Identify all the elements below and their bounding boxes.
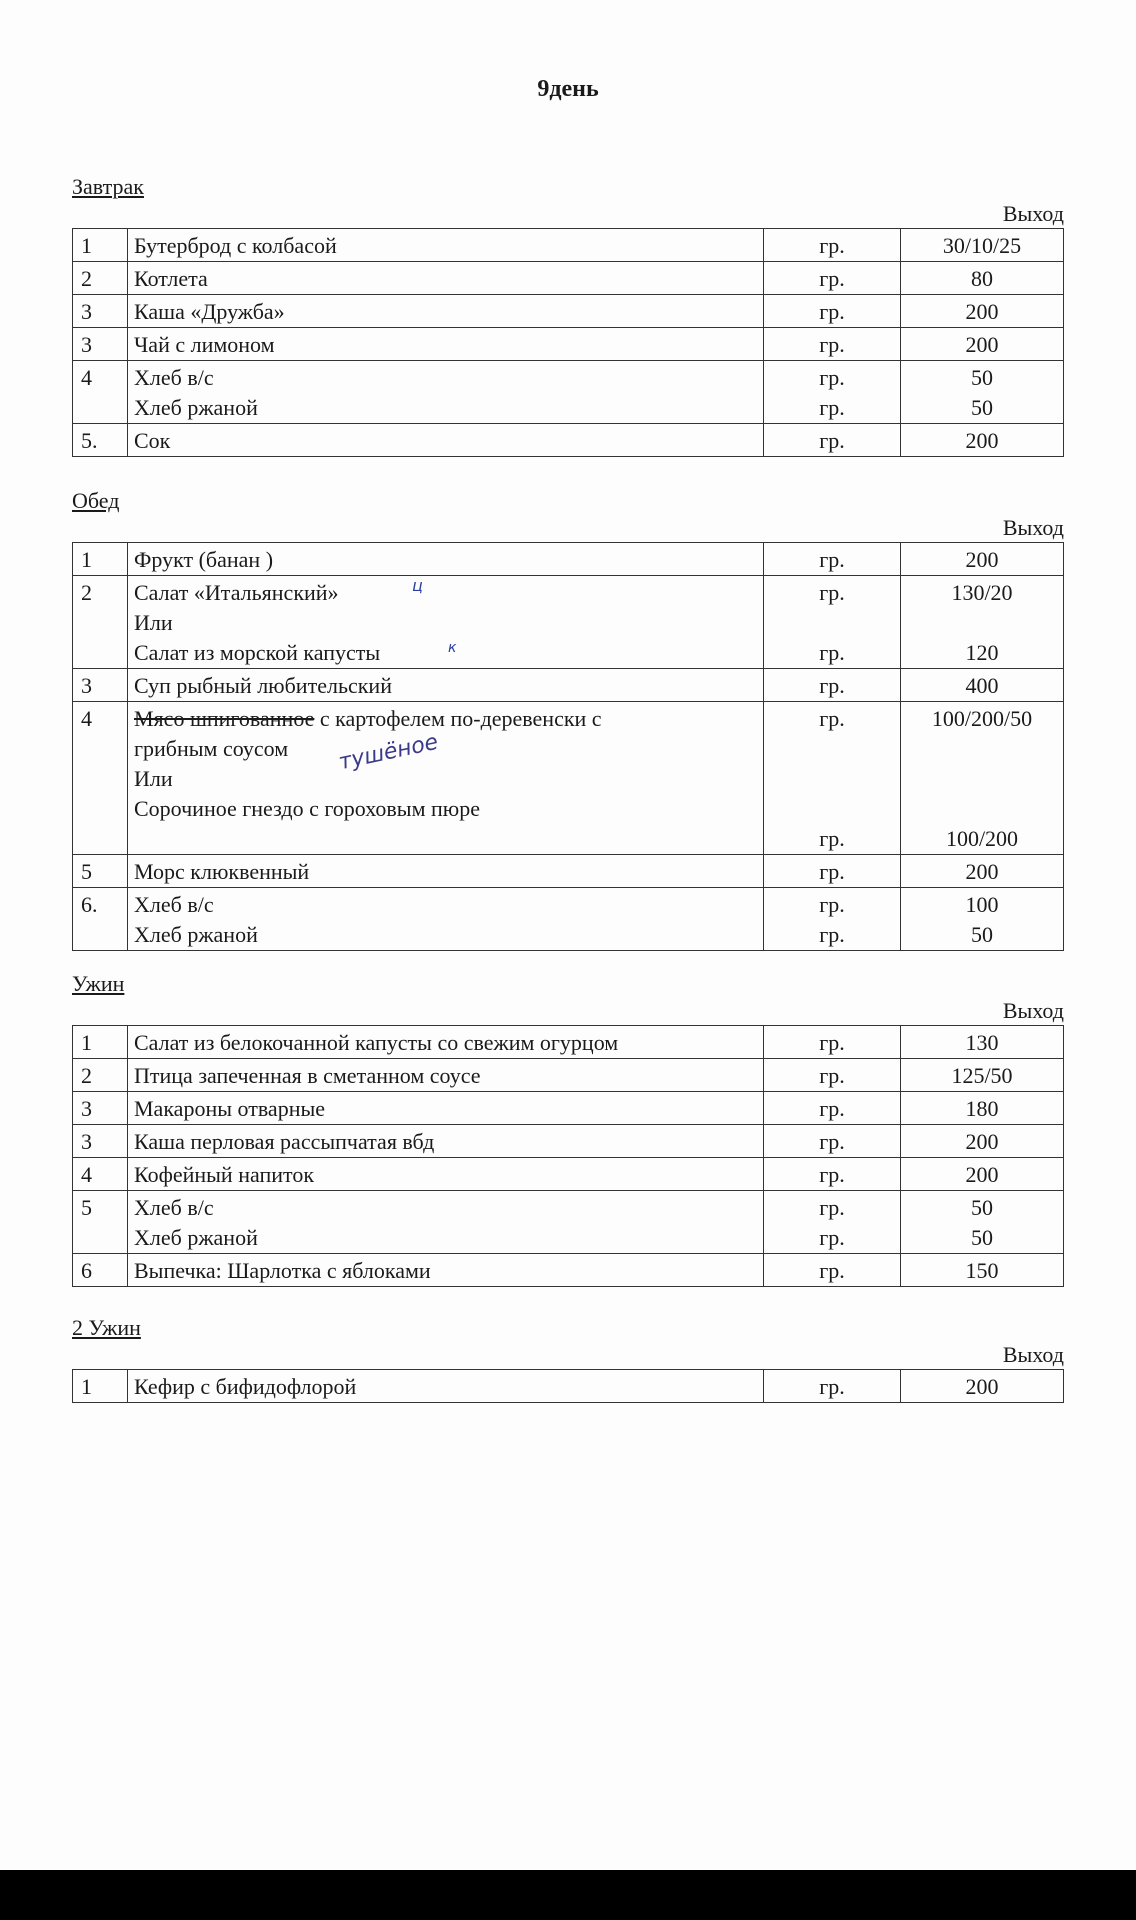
dish-name-cell: [128, 888, 764, 951]
handwritten-check-mark: ц: [412, 576, 423, 595]
output-value-cell: [901, 262, 1064, 295]
row-number: 5.: [73, 424, 128, 457]
output-value: 100/200/50: [931, 706, 1033, 731]
output-value: 120: [965, 640, 999, 665]
section-title: Завтрак: [72, 174, 144, 199]
unit-cell: [764, 1254, 901, 1287]
unit-cell: [764, 1125, 901, 1158]
unit-cell: [764, 1092, 901, 1125]
unit-cell: [764, 702, 901, 855]
output-value: 130/20: [951, 580, 1013, 605]
dish-name: [134, 704, 757, 734]
row-number: 4: [73, 361, 128, 424]
row-number: 3: [73, 1092, 128, 1125]
dish-name-cell: [128, 229, 764, 262]
output-value: 200: [965, 547, 999, 572]
dish-name-cell: [128, 576, 764, 669]
unit: [770, 608, 894, 638]
output-value: 200: [965, 1374, 999, 1399]
unit: гр.: [819, 640, 845, 665]
table-row: [73, 1370, 1064, 1403]
unit: гр.: [819, 1195, 845, 1220]
unit: [770, 764, 894, 794]
output-value: [907, 794, 1057, 824]
table-row: [73, 855, 1064, 888]
dish-name-cell: [128, 543, 764, 576]
table-row: [73, 888, 1064, 951]
table-row: [73, 229, 1064, 262]
output-label: Выход: [1002, 515, 1064, 540]
dish-name-rest: с картофелем по-деревенски с: [314, 706, 602, 731]
dish-name: Салат из морской капусты: [134, 640, 381, 665]
output-value-cell: [901, 1158, 1064, 1191]
output-value: 130: [965, 1030, 999, 1055]
unit: гр.: [819, 1096, 845, 1121]
unit-cell: [764, 424, 901, 457]
unit: гр.: [819, 365, 845, 390]
unit: гр.: [819, 547, 845, 572]
output-value: [907, 734, 1057, 764]
output-value: 150: [965, 1258, 999, 1283]
dish-name-cell: [128, 424, 764, 457]
unit: гр.: [819, 859, 845, 884]
unit: гр.: [819, 428, 845, 453]
table-row: [73, 262, 1064, 295]
table-row: [73, 1092, 1064, 1125]
row-number: 1: [73, 1026, 128, 1059]
dish-name: Хлеб ржаной: [134, 395, 258, 420]
table-row: [73, 1026, 1064, 1059]
dish-name: Фрукт (банан ): [134, 547, 274, 572]
output-value-cell: [901, 361, 1064, 424]
dish-name: Сорочиное гнездо с гороховым пюре: [134, 796, 480, 821]
table-row: [73, 1254, 1064, 1287]
output-value-cell: [901, 855, 1064, 888]
unit: гр.: [819, 673, 845, 698]
row-number: 3: [73, 295, 128, 328]
dish-name: грибным соусом: [134, 736, 289, 761]
table-row: [73, 1059, 1064, 1092]
dinner-section: [72, 971, 1064, 1287]
unit: гр.: [819, 1162, 845, 1187]
output-label: Выход: [1002, 1342, 1064, 1367]
output-value-cell: [901, 576, 1064, 669]
dish-name-cell: [128, 1026, 764, 1059]
table-row: [73, 543, 1064, 576]
dish-name-cell: [128, 1254, 764, 1287]
unit: [770, 794, 894, 824]
unit: гр.: [819, 395, 845, 420]
dish-name: Кефир с бифидофлорой: [134, 1374, 357, 1399]
output-value: 125/50: [951, 1063, 1013, 1088]
dish-name-cell: [128, 1125, 764, 1158]
dish-name-cell: [128, 1158, 764, 1191]
dish-name: Кофейный напиток: [134, 1162, 315, 1187]
output-value-cell: [901, 295, 1064, 328]
row-number: 2: [73, 262, 128, 295]
menu-table: [72, 228, 1064, 457]
handwritten-check-mark: к: [448, 640, 457, 656]
output-value: 200: [965, 299, 999, 324]
output-value-cell: [901, 1370, 1064, 1403]
output-value: 80: [971, 266, 993, 291]
output-value-cell: [901, 1092, 1064, 1125]
unit-cell: [764, 855, 901, 888]
dish-name: Сок: [134, 428, 171, 453]
output-value-cell: [901, 1191, 1064, 1254]
output-value: 200: [965, 859, 999, 884]
dish-name-cell: [128, 669, 764, 702]
unit: гр.: [819, 706, 845, 731]
menu-table: [72, 1025, 1064, 1287]
breakfast-section: [72, 174, 1064, 457]
output-value: 50: [971, 395, 993, 420]
unit: гр.: [819, 922, 845, 947]
dish-name: Салат из белокочанной капусты со свежим огурцом: [134, 1030, 619, 1055]
menu-table: [72, 542, 1064, 951]
row-number: 4: [73, 1158, 128, 1191]
output-value: 200: [965, 332, 999, 357]
dish-name-cell: [128, 855, 764, 888]
dish-name: Выпечка: Шарлотка с яблоками: [134, 1258, 431, 1283]
unit-cell: [764, 1059, 901, 1092]
output-value: 50: [971, 1225, 993, 1250]
output-value-cell: [901, 229, 1064, 262]
unit: гр.: [819, 1063, 845, 1088]
unit-cell: [764, 576, 901, 669]
output-value: 100: [965, 892, 999, 917]
output-value-cell: [901, 1254, 1064, 1287]
unit-cell: [764, 543, 901, 576]
output-value: [907, 764, 1057, 794]
output-value-cell: [901, 543, 1064, 576]
dish-name: Котлета: [134, 266, 208, 291]
output-value: 400: [965, 673, 999, 698]
dish-name: Или: [134, 766, 173, 791]
dish-name: Или: [134, 610, 173, 635]
unit-cell: [764, 888, 901, 951]
table-row: [73, 295, 1064, 328]
unit: гр.: [819, 332, 845, 357]
output-value-cell: [901, 669, 1064, 702]
output-label: Выход: [1002, 201, 1064, 226]
row-number: 3: [73, 669, 128, 702]
unit: гр.: [819, 892, 845, 917]
dinner2-section: [72, 1315, 1064, 1403]
row-number: 5: [73, 1191, 128, 1254]
row-number: 5: [73, 855, 128, 888]
output-label: Выход: [1002, 998, 1064, 1023]
dish-name: Хлеб ржаной: [134, 922, 258, 947]
output-value: 50: [971, 365, 993, 390]
unit-cell: [764, 1026, 901, 1059]
row-number: 2: [73, 1059, 128, 1092]
table-row: [73, 361, 1064, 424]
unit: гр.: [819, 1374, 845, 1399]
table-row: [73, 1158, 1064, 1191]
dish-name: Хлеб в/с: [134, 1195, 214, 1220]
dish-name-cell: [128, 361, 764, 424]
lunch-section: [72, 488, 1064, 951]
output-value: 200: [965, 1162, 999, 1187]
output-value: [907, 608, 1057, 638]
scan-bottom-bar: [0, 1870, 1136, 1920]
dish-name: Макароны отварные: [134, 1096, 326, 1121]
table-row: [73, 424, 1064, 457]
row-number: 6: [73, 1254, 128, 1287]
row-number: 6.: [73, 888, 128, 951]
output-value: 100/200: [945, 826, 1019, 851]
output-value: 50: [971, 922, 993, 947]
row-number: 3: [73, 328, 128, 361]
table-row: [73, 702, 1064, 855]
output-value: 200: [965, 428, 999, 453]
row-number: 3: [73, 1125, 128, 1158]
dish-name: Салат «Итальянский»: [134, 580, 339, 605]
output-value-cell: [901, 1125, 1064, 1158]
unit: гр.: [819, 826, 845, 851]
section-title: 2 Ужин: [72, 1315, 141, 1340]
unit-cell: [764, 295, 901, 328]
dish-name-cell: [128, 295, 764, 328]
dish-name-cell: [128, 1191, 764, 1254]
unit-cell: [764, 1158, 901, 1191]
dish-name: Хлеб ржаной: [134, 1225, 258, 1250]
page-title: 9день: [537, 76, 599, 102]
dish-name: Птица запеченная в сметанном соусе: [134, 1063, 481, 1088]
section-title: Обед: [72, 488, 120, 513]
unit-cell: [764, 229, 901, 262]
output-value-cell: [901, 424, 1064, 457]
unit: гр.: [819, 1258, 845, 1283]
dish-name: Морс клюквенный: [134, 859, 310, 884]
handwritten-note: тушёное: [336, 729, 441, 776]
output-value-cell: [901, 702, 1064, 855]
row-number: 1: [73, 543, 128, 576]
unit: гр.: [819, 580, 845, 605]
dish-name-cell: [128, 328, 764, 361]
unit-cell: [764, 1370, 901, 1403]
unit-cell: [764, 262, 901, 295]
unit-cell: [764, 1191, 901, 1254]
section-title: Ужин: [72, 971, 125, 996]
output-value-cell: [901, 1059, 1064, 1092]
dish-name-cell: [128, 702, 764, 855]
unit: гр.: [819, 1030, 845, 1055]
dish-name: Суп рыбный любительский: [134, 673, 392, 698]
output-value: 30/10/25: [942, 233, 1022, 258]
output-value-cell: [901, 328, 1064, 361]
dish-name: Хлеб в/с: [134, 365, 214, 390]
dish-name: Каша «Дружба»: [134, 299, 285, 324]
table-row: [73, 669, 1064, 702]
dish-name-cell: [128, 1092, 764, 1125]
output-value: 50: [971, 1195, 993, 1220]
row-number: 1: [73, 1370, 128, 1403]
dish-name: Бутерброд с колбасой: [134, 233, 337, 258]
struck-text: Мясо шпигованное: [134, 706, 315, 731]
unit: гр.: [819, 1225, 845, 1250]
table-row: [73, 1191, 1064, 1254]
unit: гр.: [819, 233, 845, 258]
table-row: [73, 576, 1064, 669]
row-number: 2: [73, 576, 128, 669]
row-number: 4: [73, 702, 128, 855]
output-value: 180: [965, 1096, 999, 1121]
dish-name-cell: [128, 262, 764, 295]
row-number: 1: [73, 229, 128, 262]
unit-cell: [764, 328, 901, 361]
unit: гр.: [819, 1129, 845, 1154]
unit-cell: [764, 669, 901, 702]
dish-name-cell: [128, 1059, 764, 1092]
dish-name: Чай с лимоном: [134, 332, 275, 357]
table-row: [73, 328, 1064, 361]
unit: [770, 734, 894, 764]
output-value: 200: [965, 1129, 999, 1154]
menu-table: [72, 1369, 1064, 1403]
dish-name: Каша перловая рассыпчатая вбд: [134, 1129, 435, 1154]
table-row: [73, 1125, 1064, 1158]
unit: гр.: [819, 299, 845, 324]
output-value-cell: [901, 1026, 1064, 1059]
dish-name-cell: [128, 1370, 764, 1403]
unit: гр.: [819, 266, 845, 291]
unit-cell: [764, 361, 901, 424]
output-value-cell: [901, 888, 1064, 951]
dish-name: Хлеб в/с: [134, 892, 214, 917]
